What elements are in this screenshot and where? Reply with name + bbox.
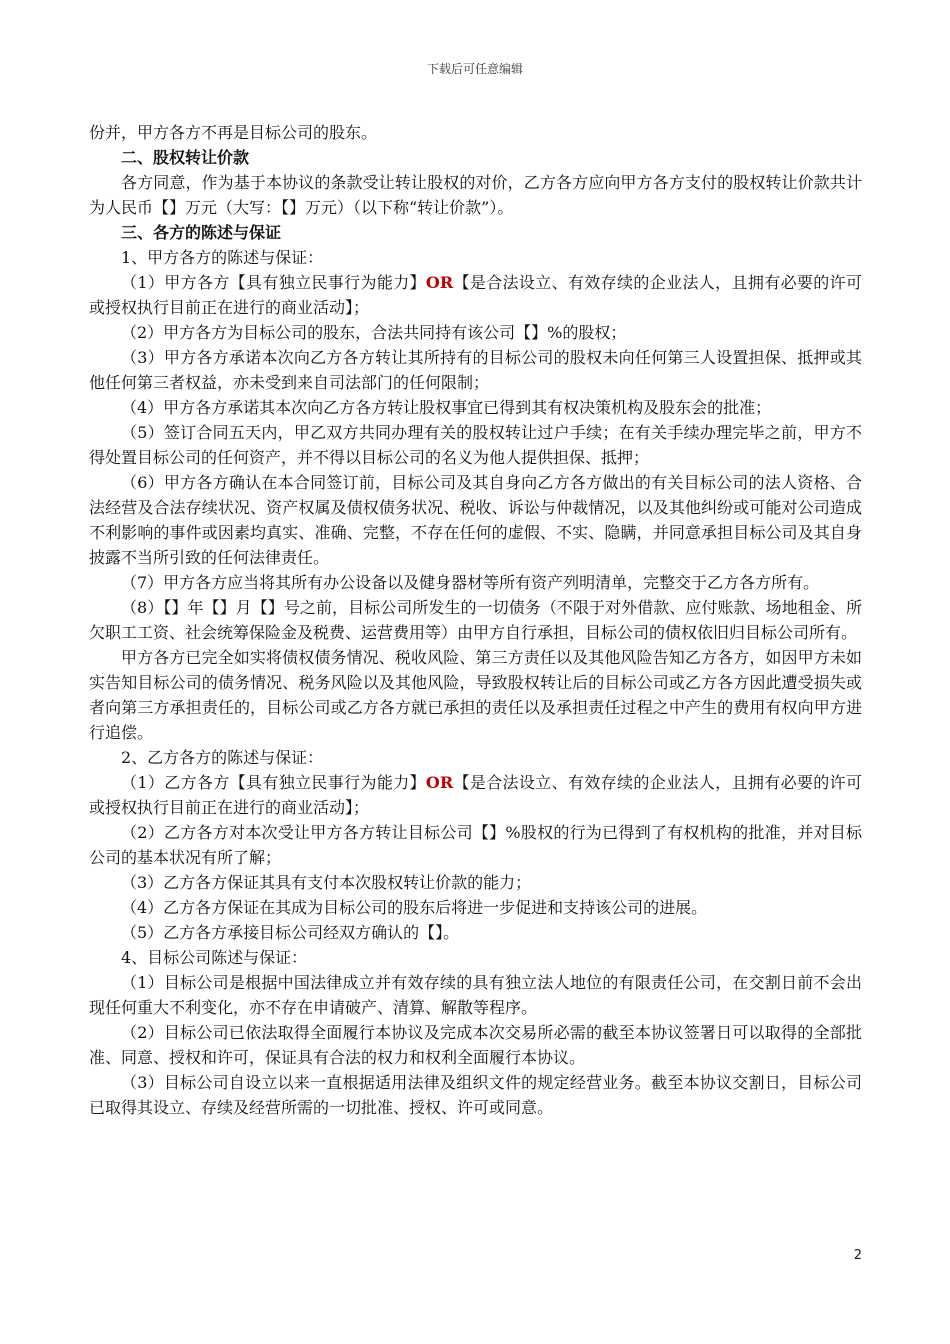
- paragraph-text: 2、乙方各方的陈述与保证：: [121, 748, 324, 767]
- paragraph-text: 份并，甲方各方不再是目标公司的股东。: [89, 123, 378, 142]
- paragraph: [89, 895, 862, 920]
- paragraph-text: （4）甲方各方承诺其本次向乙方各方转让股权事宜已得到其有权决策机构及股东会的批准；: [121, 398, 772, 417]
- paragraph: [89, 770, 862, 820]
- paragraph: [89, 120, 862, 145]
- paragraph-text: （3）目标公司自设立以来一直根据适用法律及组织文件的规定经营业务。截至本协议交割日，目标公司已取得其设立、存续及经营所需的一切批准、授权、许可或同意。: [89, 1073, 862, 1117]
- paragraph-text: 二、股权转让价款: [121, 148, 250, 167]
- paragraph: [89, 645, 862, 745]
- paragraph: [89, 170, 862, 220]
- paragraph: [89, 970, 862, 1020]
- paragraph: [89, 470, 862, 570]
- paragraph-text: （2）目标公司已依法取得全面履行本协议及完成本次交易所必需的截至本协议签署日可以取得的全部批准、同意、授权和许可，保证具有合法的权力和权利全面履行本协议。: [89, 1023, 862, 1067]
- paragraph: [89, 1070, 862, 1120]
- paragraph-text: （2）乙方各方对本次受让甲方各方转让目标公司【】%股权的行为已得到了有权机构的批准，并对目标公司的基本状况有所了解；: [89, 823, 862, 867]
- paragraph-text: （3）甲方各方承诺本次向乙方各方转让其所持有的目标公司的股权未向任何第三人设置担保、抵押或其他任何第三者权益，亦未受到来自司法部门的任何限制；: [89, 348, 862, 392]
- paragraph-text: （1）甲方各方【具有独立民事行为能力】: [121, 273, 426, 292]
- paragraph: [89, 920, 862, 945]
- or-marker: OR: [425, 773, 454, 792]
- section-heading: [89, 220, 862, 245]
- paragraph: [89, 945, 862, 970]
- paragraph: [89, 745, 862, 770]
- paragraph-text: 1、甲方各方的陈述与保证：: [121, 248, 324, 267]
- paragraph-text: 【是合法设立、有效存续的企业法人，且拥有必要的许可或授权执行目前正在进行的商业活动】；: [89, 273, 862, 317]
- paragraph: [89, 570, 862, 595]
- paragraph-text: （3）乙方各方保证其具有支付本次股权转让价款的能力；: [121, 873, 532, 892]
- paragraph: [89, 320, 862, 345]
- paragraph: [89, 870, 862, 895]
- paragraph-text: （2）甲方各方为目标公司的股东，合法共同持有该公司【】%的股权；: [121, 323, 627, 342]
- paragraph-text: 三、各方的陈述与保证: [121, 223, 282, 242]
- paragraph-text: （4）乙方各方保证在其成为目标公司的股东后将进一步促进和支持该公司的进展。: [121, 898, 708, 917]
- page-number: 2: [853, 1248, 862, 1263]
- paragraph-text: （8）【】年【】月【】号之前，目标公司所发生的一切债务（不限于对外借款、应付账款、场地租金、所欠职工工资、社会统筹保险金及税费、运营费用等）由甲方自行承担，目标公司的债权依旧归目标公司所有。: [89, 598, 862, 642]
- paragraph: [89, 345, 862, 395]
- section-heading: [89, 145, 862, 170]
- paragraph: [89, 1020, 862, 1070]
- paragraph-text: （1）乙方各方【具有独立民事行为能力】: [121, 773, 426, 792]
- paragraph: [89, 270, 862, 320]
- page-header: 下载后可任意编辑: [426, 62, 523, 76]
- or-marker: OR: [425, 273, 454, 292]
- paragraph: [89, 595, 862, 645]
- paragraph-text: 甲方各方已完全如实将债权债务情况、税收风险、第三方责任以及其他风险告知乙方各方，如因甲方未如实告知目标公司的债务情况、税务风险以及其他风险，导致股权转让后的目标公司或乙方各方因此遭受损失或者向第三方承担责任的，目标公司或乙方各方就已承担的责任以及承担责任过程之中产生的费用有权向甲方进行追偿。: [89, 648, 862, 742]
- paragraph: [89, 245, 862, 270]
- paragraph-text: 4、目标公司陈述与保证：: [121, 948, 308, 967]
- paragraph-text: （5）签订合同五天内，甲乙双方共同办理有关的股权转让过户手续；在有关手续办理完毕之前，甲方不得处置目标公司的任何资产，并不得以目标公司的名义为他人提供担保、抵押；: [89, 423, 862, 467]
- paragraph-text: （6）甲方各方确认在本合同签订前，目标公司及其自身向乙方各方做出的有关目标公司的法人资格、合法经营及合法存续状况、资产权属及债权债务状况、税收、诉讼与仲裁情况，以及其他纠纷或可能对公司造成不利影响的事件或因素均真实、准确、完整，不存在任何的虚假、不实、隐瞒，并同意承担目标公司及其自身披露不当所引致的任何法律责任。: [89, 473, 862, 567]
- paragraph-text: （7）甲方各方应当将其所有办公设备以及健身器材等所有资产列明清单，完整交于乙方各方所有。: [121, 573, 820, 592]
- paragraph-text: （5）乙方各方承接目标公司经双方确认的【】。: [121, 923, 460, 942]
- paragraph: [89, 395, 862, 420]
- paragraph-text: （1）目标公司是根据中国法律成立并有效存续的具有独立法人地位的有限责任公司，在交割日前不会出现任何重大不利变化，亦不存在申请破产、清算、解散等程序。: [89, 973, 862, 1017]
- paragraph-text: 【是合法设立、有效存续的企业法人，且拥有必要的许可或授权执行目前正在进行的商业活动】；: [89, 773, 862, 817]
- document-body: [89, 120, 862, 1120]
- paragraph: [89, 820, 862, 870]
- paragraph: [89, 420, 862, 470]
- paragraph-text: 各方同意，作为基于本协议的条款受让转让股权的对价，乙方各方应向甲方各方支付的股权转让价款共计为人民币【】万元（大写：【】万元）（以下称“转让价款”）。: [89, 173, 862, 217]
